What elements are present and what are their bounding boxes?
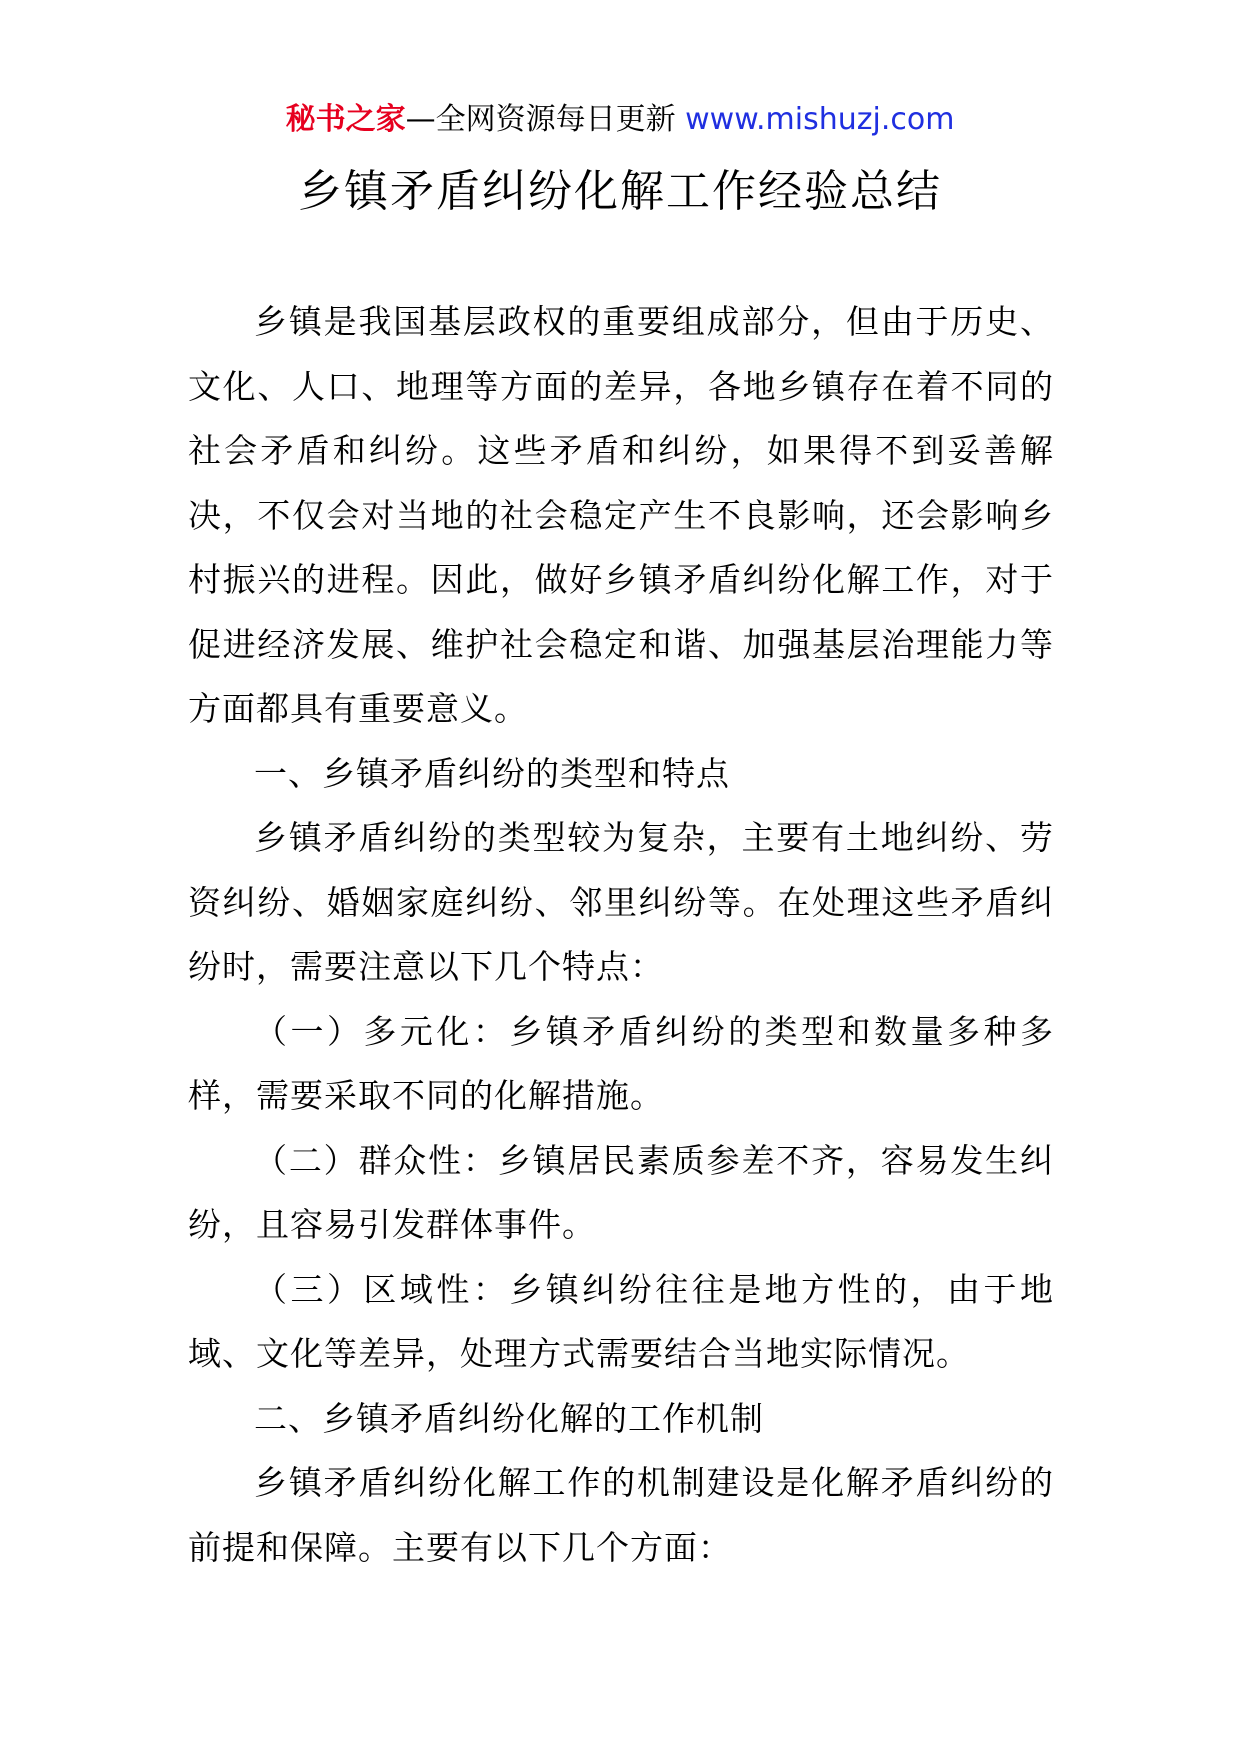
section-1-paragraph: 乡镇矛盾纠纷的类型较为复杂，主要有土地纠纷、劳资纠纷、婚姻家庭纠纷、邻里纠纷等。在处理这些矛盾纠纷时，需要注意以下几个特点： [188, 818, 1054, 986]
document-body [188, 290, 1054, 1580]
feature-item-1: （一）多元化：乡镇矛盾纠纷的类型和数量多种多样，需要采取不同的化解措施。 [188, 1011, 1054, 1115]
site-header [0, 98, 1240, 142]
site-url-link[interactable]: www.mishuzj.com [685, 102, 955, 137]
brand-name: 秘书之家 [285, 102, 406, 137]
header-slogan: —全网资源每日更新 [405, 102, 686, 137]
section-heading-2: 二、乡镇矛盾纠纷化解的工作机制 [254, 1398, 764, 1438]
feature-item-3: （三）区域性：乡镇纠纷往往是地方性的，由于地域、文化等差异，处理方式需要结合当地实际情况。 [188, 1269, 1054, 1373]
document-title: 乡镇矛盾纠纷化解工作经验总结 [298, 166, 942, 217]
feature-item-2: （二）群众性：乡镇居民素质参差不齐，容易发生纠纷，且容易引发群体事件。 [188, 1140, 1054, 1244]
section-heading-1: 一、乡镇矛盾纠纷的类型和特点 [254, 753, 730, 793]
section-2-paragraph: 乡镇矛盾纠纷化解工作的机制建设是化解矛盾纠纷的前提和保障。主要有以下几个方面： [188, 1463, 1054, 1567]
intro-paragraph: 乡镇是我国基层政权的重要组成部分，但由于历史、文化、人口、地理等方面的差异，各地乡镇存在着不同的社会矛盾和纠纷。这些矛盾和纠纷，如果得不到妥善解决，不仅会对当地的社会稳定产生不良影响，还会影响乡村振兴的进程。因此，做好乡镇矛盾纠纷化解工作，对于促进经济发展、维护社会稳定和谐、加强基层治理能力等方面都具有重要意义。 [188, 302, 1054, 728]
